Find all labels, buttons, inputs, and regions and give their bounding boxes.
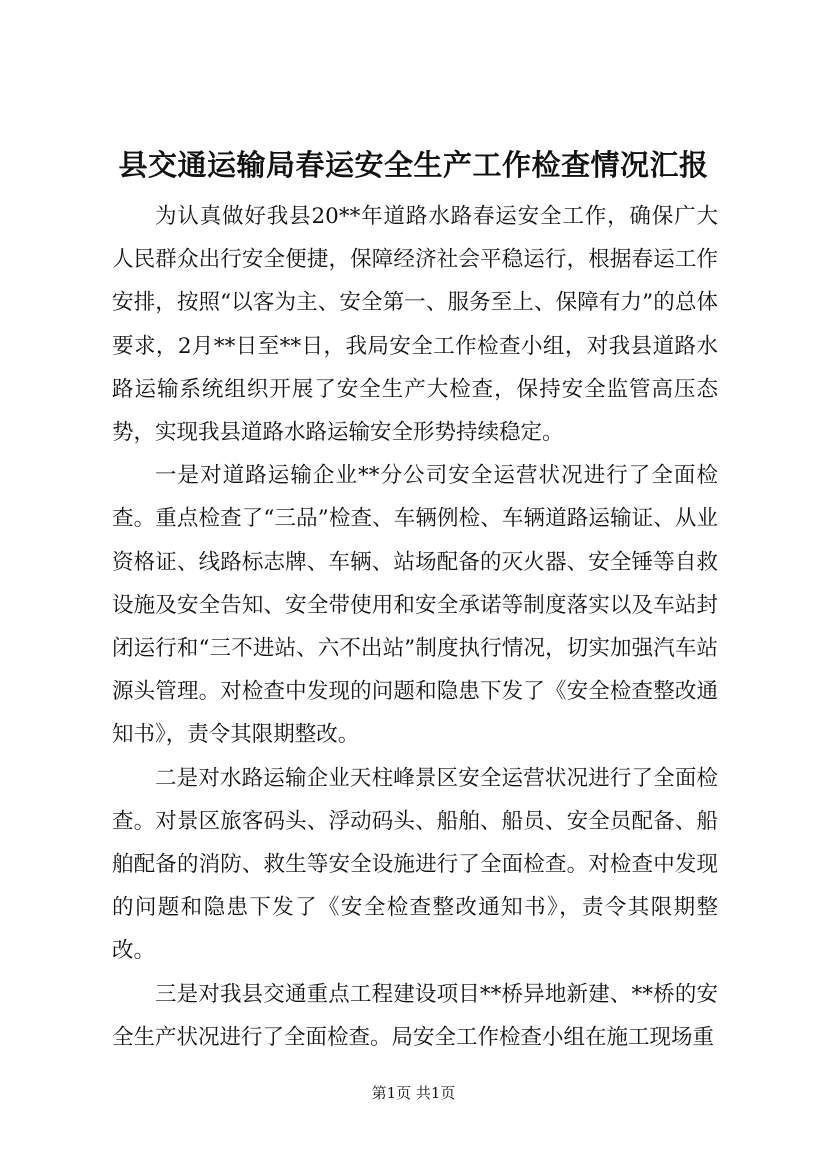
document-body: [112, 195, 718, 1059]
document-title: 县交通运输局春运安全生产工作检查情况汇报: [118, 148, 709, 182]
paragraph-waterway-check: 二是对水路运输企业天柱峰景区安全运营状况进行了全面检查。对景区旅客码头、浮动码头、船舶、船员、安全员配备、船舶配备的消防、救生等安全设施进行了全面检查。对检查中发现的问题和隐患下发了《安全检查整改通知书》，责令其限期整改。: [112, 765, 718, 964]
paragraph-intro: 为认真做好我县20**年道路水路春运安全工作，确保广大人民群众出行安全便捷，保障经济社会平稳运行，根据春运工作安排，按照“以客为主、安全第一、服务至上、保障有力”的总体要求，2月**日至**日，我局安全工作检查小组，对我县道路水路运输系统组织开展了安全生产大检查，保持安全监管高压态势，实现我县道路水路运输安全形势持续稳定。: [112, 204, 718, 446]
paragraph-construction-check: 三是对我县交通重点工程建设项目**桥异地新建、**桥的安全生产状况进行了全面检查。局安全工作检查小组在施工现场重: [112, 981, 718, 1050]
paragraph-road-transport-check: 一是对道路运输企业**分公司安全运营状况进行了全面检查。重点检查了“三品”检查、车辆例检、车辆道路运输证、从业资格证、线路标志牌、车辆、站场配备的灭火器、安全锤等自救设施及安全告知、安全带使用和安全承诺等制度落实以及车站封闭运行和“三不进站、六不出站”制度执行情况，切实加强汽车站源头管理。对检查中发现的问题和隐患下发了《安全检查整改通知书》，责令其限期整改。: [112, 463, 718, 748]
page-footer: 第1页 共1页: [371, 1084, 456, 1102]
